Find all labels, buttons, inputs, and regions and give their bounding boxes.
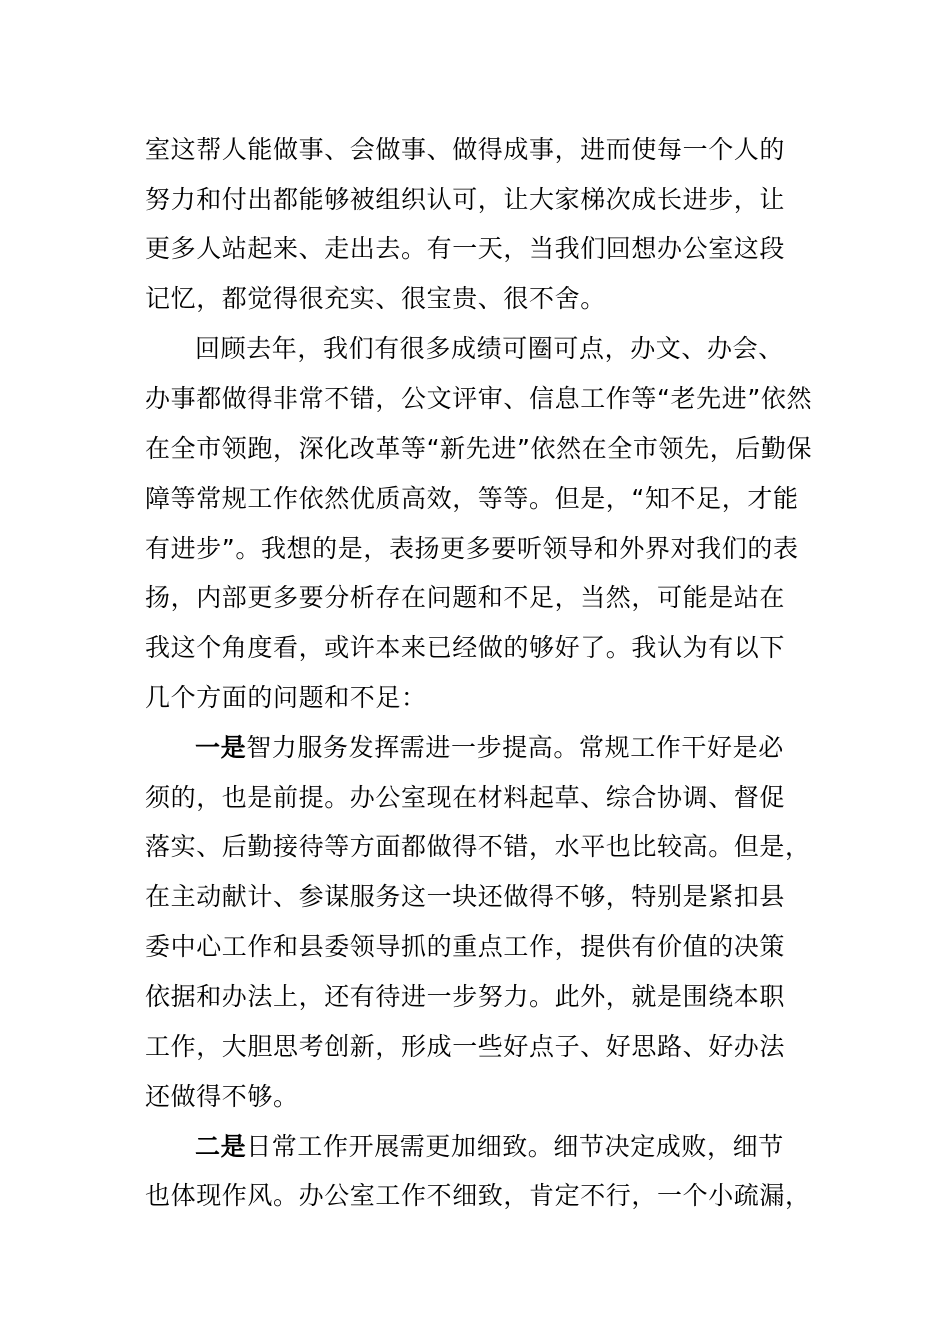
paragraph-start-line xyxy=(195,1127,865,1167)
paragraph-start-line: 回顾去年，我们有很多成绩可圈可点，办文、办会、 xyxy=(195,334,784,363)
first-point-text: 智力服务发挥需进一步提高。常规工作干好是必 xyxy=(246,733,784,762)
text-line: 扬，内部更多要分析存在问题和不足，当然，可能是站在 xyxy=(145,583,786,612)
text-line: 在主动献计、参谋服务这一块还做得不够，特别是紧扣县 xyxy=(145,882,786,911)
second-point-marker: 二是 xyxy=(195,1132,247,1161)
text-line: 我这个角度看，或许本来已经做的够好了。我认为有以下 xyxy=(145,633,786,662)
text-line: 委中心工作和县委领导抓的重点工作，提供有价值的决策 xyxy=(145,932,786,961)
text-line: 还做得不够。 xyxy=(145,1082,299,1111)
text-line: 也体现作风。办公室工作不细致，肯定不行，一个小疏漏， xyxy=(145,1181,811,1210)
text-line: 工作，大胆思考创新，形成一些好点子、好思路、好办法 xyxy=(145,1032,786,1061)
text-line: 有进步”。我想的是，表扬更多要听领导和外界对我们的表 xyxy=(145,534,799,563)
text-line: 努力和付出都能够被组织认可，让大家梯次成长进步，让 xyxy=(145,185,786,214)
text-line: 落实、后勤接待等方面都做得不错，水平也比较高。但是， xyxy=(145,832,811,861)
text-line: 障等常规工作依然优质高效，等等。但是，“知不足，才能 xyxy=(145,484,799,513)
first-point-marker: 一是 xyxy=(195,733,247,762)
paragraph-start-line xyxy=(195,728,865,768)
text-line: 须的，也是前提。办公室现在材料起草、综合协调、督促 xyxy=(145,783,786,812)
text-line: 依据和办法上，还有待进一步努力。此外，就是围绕本职 xyxy=(145,982,786,1011)
text-line: 记忆，都觉得很充实、很宝贵、很不舍。 xyxy=(145,284,606,313)
text-line: 更多人站起来、走出去。有一天，当我们回想办公室这段 xyxy=(145,234,786,263)
text-line: 办事都做得非常不错，公文评审、信息工作等“老先进”依然 xyxy=(145,384,813,413)
text-line: 几个方面的问题和不足： xyxy=(145,683,427,712)
second-point-text: 日常工作开展需更加细致。细节决定成败，细节 xyxy=(246,1132,784,1161)
text-line: 在全市领跑，深化改革等“新先进”依然在全市领先，后勤保 xyxy=(145,434,813,463)
text-line: 室这帮人能做事、会做事、做得成事，进而使每一个人的 xyxy=(145,135,786,164)
